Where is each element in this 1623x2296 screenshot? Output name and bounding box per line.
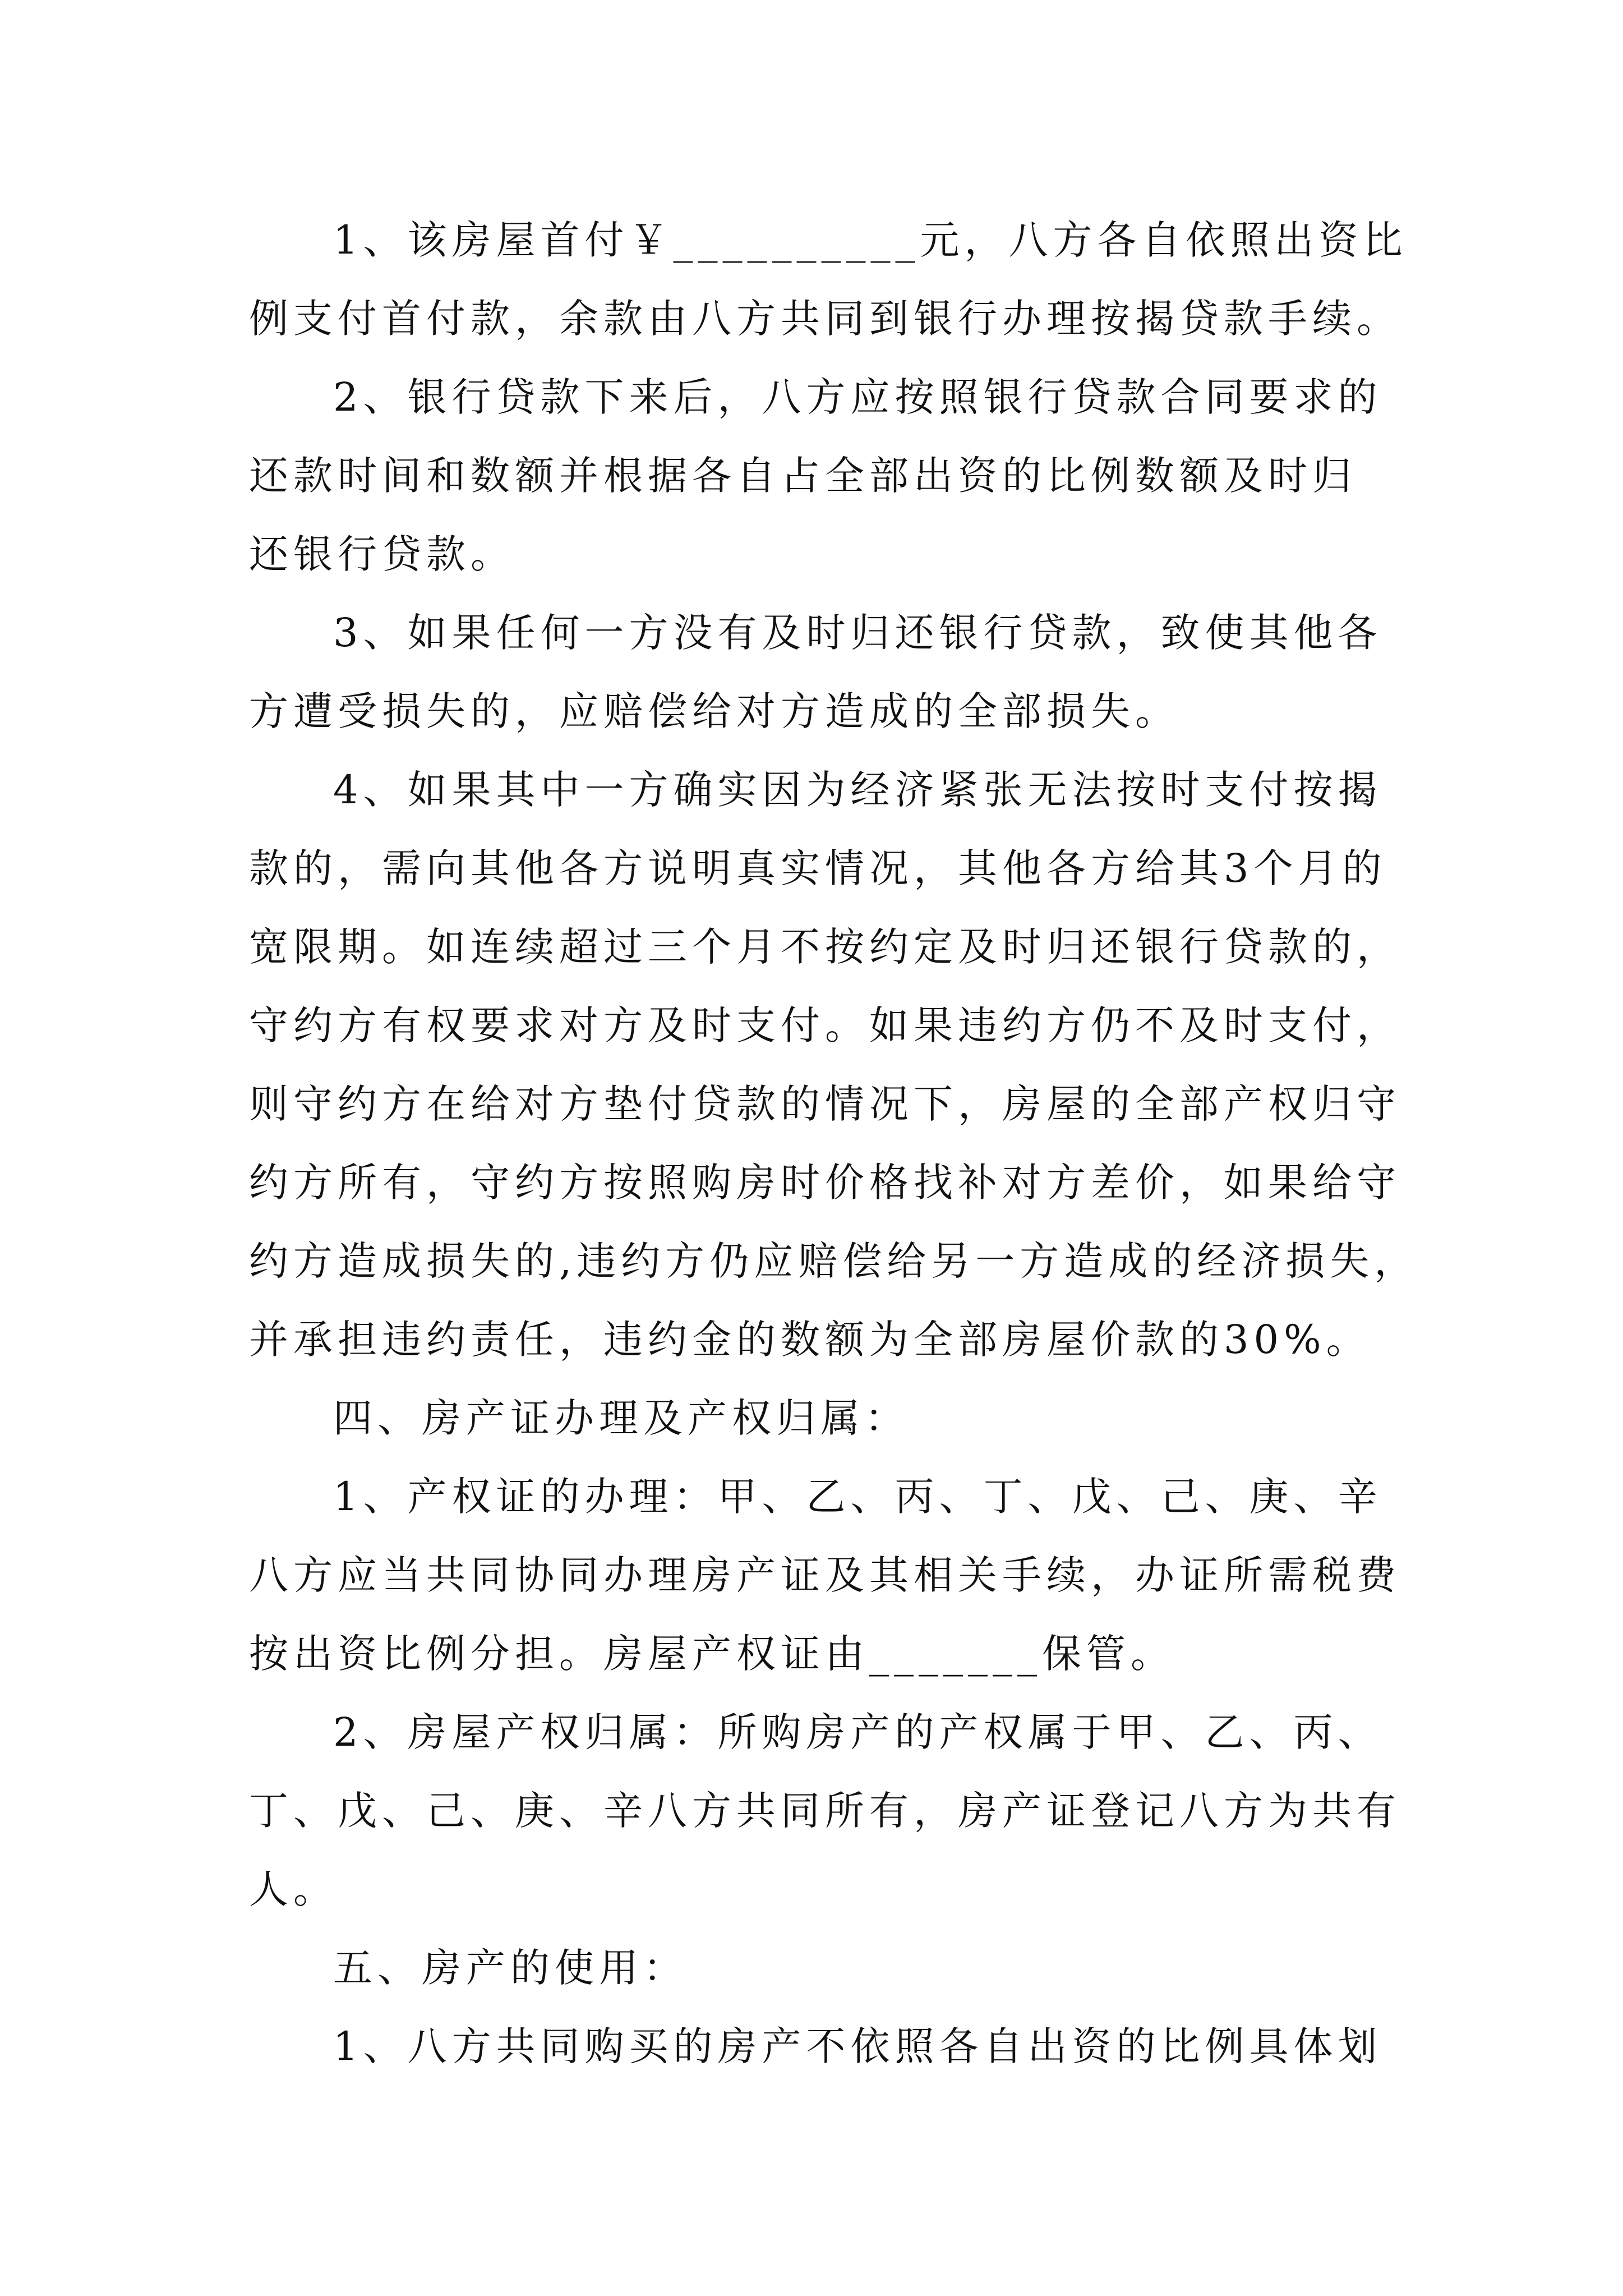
paragraph-line: 3、如果任何一方没有及时归还银行贷款，致使其他各	[333, 610, 1382, 656]
paragraph-line: 1、该房屋首付￥__________元，八方各自依照出资比	[333, 217, 1408, 263]
paragraph-line: 方遭受损失的，应赔偿给对方造成的全部损失。	[249, 688, 1179, 734]
section-heading: 五、房产的使用：	[333, 1945, 688, 1991]
paragraph-line: 1、八方共同购买的房产不依照各自出资的比例具体划	[333, 2023, 1382, 2069]
paragraph-line: 4、如果其中一方确实因为经济紧张无法按时支付按揭	[333, 767, 1382, 813]
paragraph-line: 宽限期。如连续超过三个月不按约定及时归还银行贷款的，	[249, 924, 1401, 970]
paragraph-line: 约方造成损失的,违约方仍应赔偿给另一方造成的经济损失，	[249, 1238, 1419, 1284]
paragraph-line: 则守约方在给对方垫付贷款的情况下，房屋的全部产权归守	[249, 1081, 1401, 1127]
paragraph-line: 八方应当共同协同办理房产证及其相关手续，办证所需税费	[249, 1552, 1401, 1598]
paragraph-line: 并承担违约责任，违约金的数额为全部房屋价款的30%。	[249, 1317, 1371, 1363]
section-heading: 四、房产证办理及产权归属：	[333, 1395, 909, 1441]
paragraph-line: 守约方有权要求对方及时支付。如果违约方仍不及时支付，	[249, 1002, 1401, 1048]
paragraph-line: 款的，需向其他各方说明真实情况，其他各方给其3个月的	[249, 845, 1387, 891]
paragraph-line: 2、房屋产权归属：所购房产的产权属于甲、乙、丙、	[333, 1709, 1382, 1755]
paragraph-line: 例支付首付款，余款由八方共同到银行办理按揭贷款手续。	[249, 296, 1401, 342]
paragraph-line: 按出资比例分担。房屋产权证由_______保管。	[249, 1631, 1175, 1677]
paragraph-line: 约方所有，守约方按照购房时价格找补对方差价，如果给守	[249, 1159, 1401, 1205]
paragraph-line: 还款时间和数额并根据各自占全部出资的比例数额及时归	[249, 453, 1357, 499]
paragraph-line: 1、产权证的办理：甲、乙、丙、丁、戊、己、庚、辛	[333, 1474, 1382, 1520]
paragraph-line: 丁、戊、己、庚、辛八方共同所有，房产证登记八方为共有	[249, 1788, 1401, 1834]
paragraph-line: 2、银行贷款下来后，八方应按照银行贷款合同要求的	[333, 374, 1382, 420]
paragraph-line: 还银行贷款。	[249, 531, 515, 577]
paragraph-line: 人。	[249, 1866, 338, 1912]
